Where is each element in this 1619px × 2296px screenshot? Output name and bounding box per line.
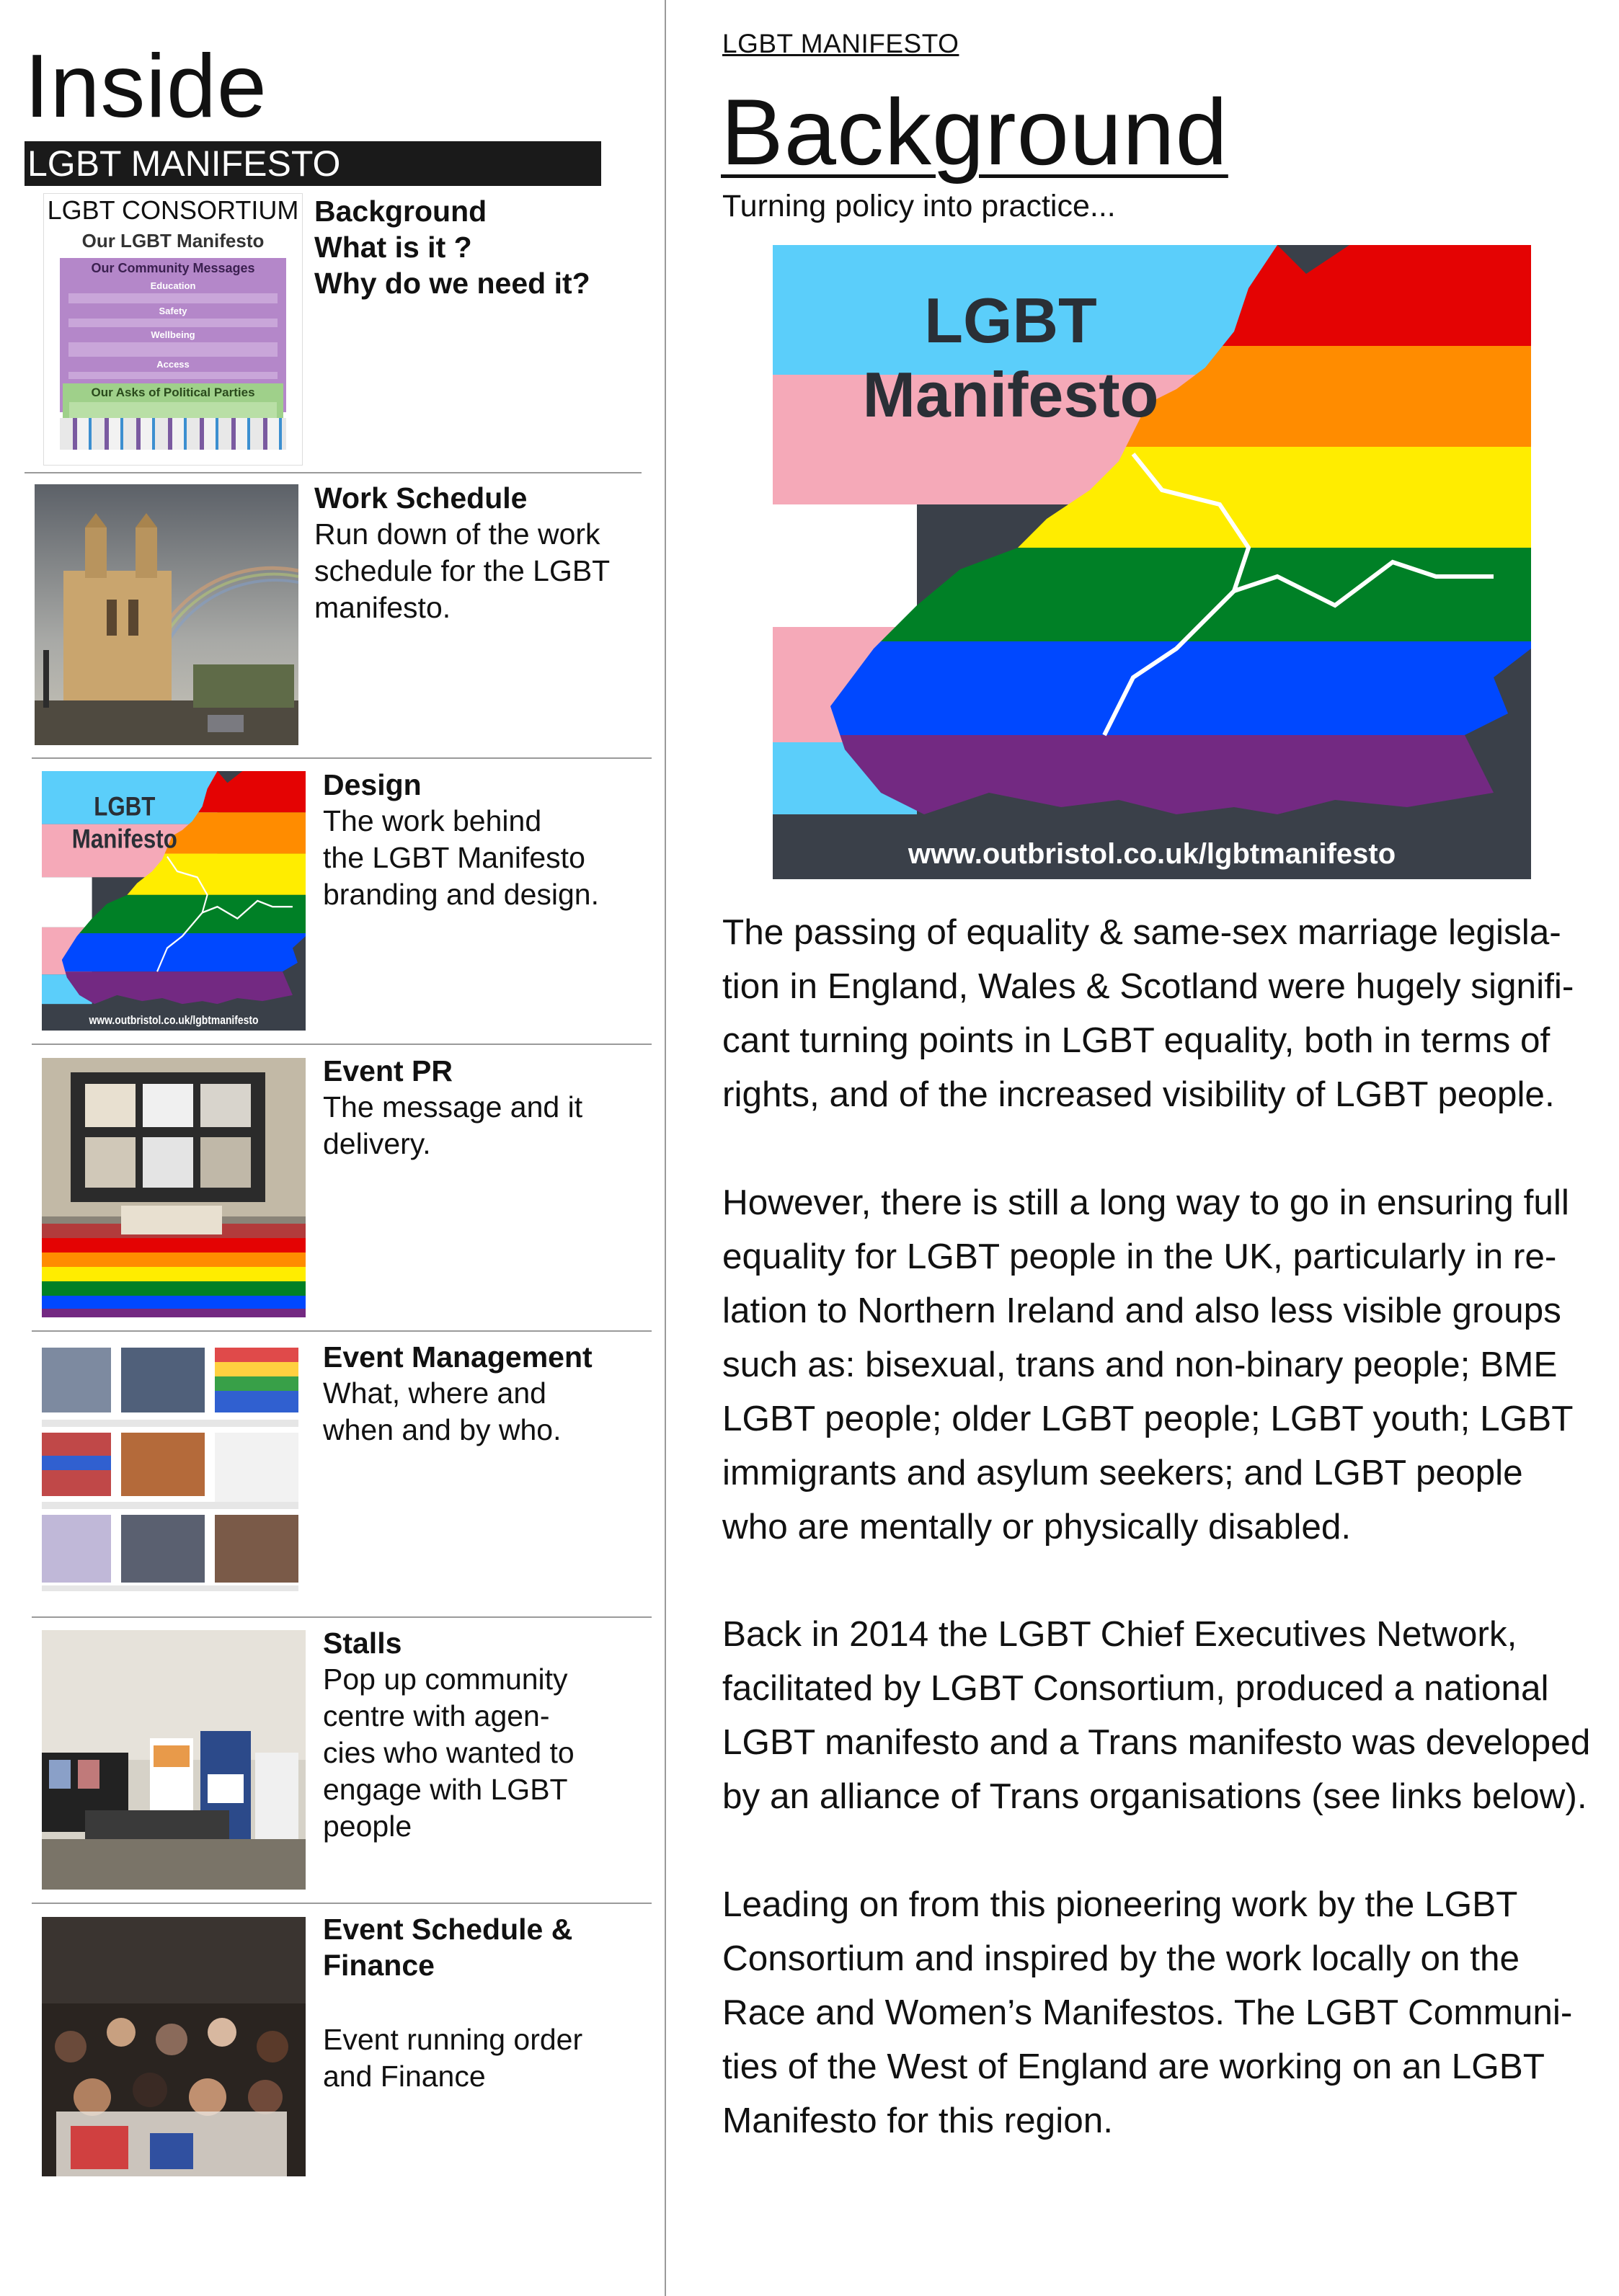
svg-text:LGBT: LGBT [94, 792, 156, 822]
entry-stalls-text: Pop up community centre with agen- cies who wanted to engage with LGBT people [323, 1663, 575, 1843]
paragraph-1: The passing of equality & same-sex marriage legisla- tion in England, Wales & Scotland were hugely signifi- cant turning points in LGBT equality, both in terms of rights, and of the increased visibility of LGBT people. [722, 912, 1574, 1114]
entry-background-title[interactable]: Background What is it ? Why do we need it? [314, 195, 590, 300]
entry-design-text: The work behind the LGBT Manifesto branding and design. [323, 804, 599, 911]
svg-text:Manifesto: Manifesto [71, 824, 177, 854]
brochure-access: Access [156, 359, 190, 370]
consortium-label: LGBT CONSORTIUM [47, 195, 299, 225]
lgbt-manifesto-logo [773, 245, 1531, 879]
divider [32, 1330, 652, 1332]
page-subtitle: Turning policy into practice... [722, 189, 1116, 223]
svg-text:www.outbristol.co.uk/lgbtmanif: www.outbristol.co.uk/lgbtmanifesto [89, 1013, 259, 1028]
brochure-safety: Safety [159, 306, 187, 316]
divider [32, 1903, 652, 1904]
section-bar: LGBT MANIFESTO [25, 141, 601, 186]
logo-url: www.outbristol.co.uk/lgbtmanifesto [908, 838, 1396, 870]
entry-event-management-text: What, where and when and by who. [323, 1376, 562, 1446]
lgbt-manifesto-logo-thumbnail [42, 771, 306, 1031]
brochure-panel [60, 258, 286, 412]
divider [25, 472, 642, 473]
speakers-photo-grid [42, 1348, 298, 1596]
logo-line1: LGBT [924, 285, 1097, 356]
entry-event-schedule-finance-title[interactable]: Event Schedule & Finance [323, 1913, 573, 1982]
event-audience-photo [42, 1917, 306, 2176]
cathedral-rainbow-photo [35, 484, 298, 745]
page-title: Background [721, 79, 1228, 184]
brochure-heading: Our LGBT Manifesto [81, 230, 265, 252]
column-divider [665, 0, 666, 2296]
paragraph-3: Back in 2014 the LGBT Chief Executives Network, facilitated by LGBT Consortium, produced a national LGBT manifesto and a Trans manifesto was developed by an alliance of Trans organisations (see links below). [722, 1614, 1591, 1816]
logo-line2: Manifesto [862, 359, 1159, 430]
entry-work-schedule-title[interactable]: Work Schedule [314, 481, 528, 515]
section-kicker: LGBT MANIFESTO [722, 29, 959, 58]
divider [32, 1044, 652, 1045]
brochure-education: Education [150, 280, 196, 291]
divider [32, 1616, 652, 1618]
divider [32, 757, 652, 759]
manifesto-brochure-thumbnail [43, 193, 303, 466]
entry-event-pr-text: The message and it delivery. [323, 1090, 583, 1160]
event-display-photo [42, 1058, 306, 1317]
entry-event-management-title[interactable]: Event Management [323, 1340, 593, 1374]
entry-event-pr-title[interactable]: Event PR [323, 1054, 453, 1087]
entry-stalls-title[interactable]: Stalls [323, 1627, 402, 1660]
stalls-photo [42, 1630, 306, 1890]
manifesto-logo-small [42, 771, 306, 1031]
sponsor-logos [60, 418, 286, 450]
paragraph-2: However, there is still a long way to go in ensuring full equality for LGBT people in the UK, particularly in re- lation to Northern Ireland and also less visible groups such as: bisexual, trans and non-binary people; BME LGBT people; older LGBT people; LGBT youth; LGBT immigrants and asylum seekers; and LGBT people who are mentally or physically disabled. [722, 1183, 1574, 1547]
entry-event-schedule-finance-text: Event running order and Finance [323, 2023, 583, 2093]
inside-title: Inside [25, 37, 267, 136]
brochure-asks: Our Asks of Political Parties [91, 386, 255, 399]
paragraph-4: Leading on from this pioneering work by the LGBT Consortium and inspired by the work locally on the Race and Women’s Manifestos. The LGBT Communi- ties of the West of England are working on an LGBT Manifesto for this region. [722, 1885, 1573, 2140]
brochure-messages: Our Community Messages [91, 261, 255, 275]
entry-design-title[interactable]: Design [323, 768, 422, 801]
brochure-wellbeing: Wellbeing [151, 329, 195, 340]
entry-work-schedule-text: Run down of the work schedule for the LGBT manifesto. [314, 517, 611, 624]
